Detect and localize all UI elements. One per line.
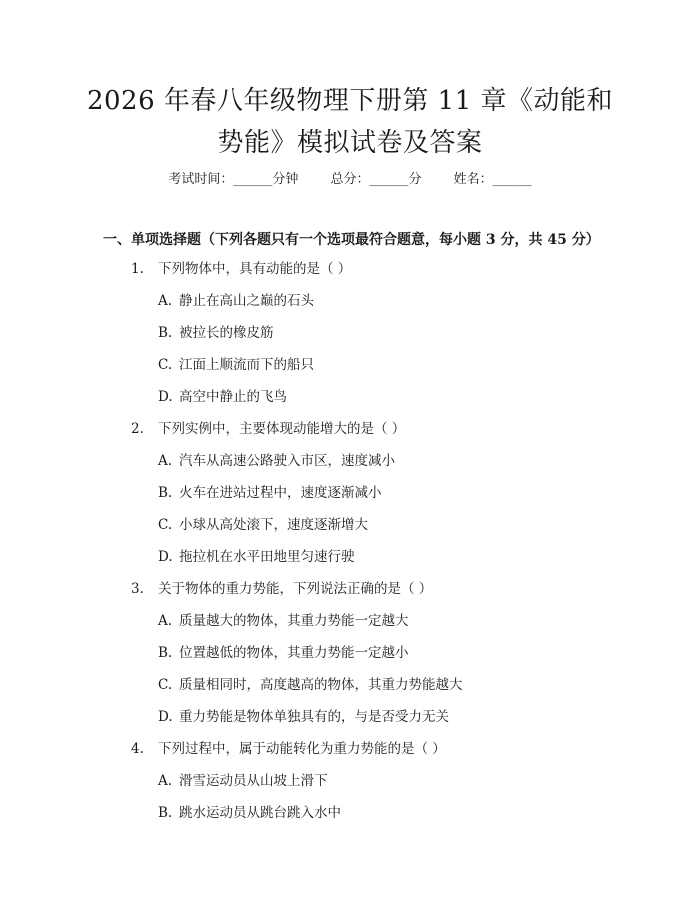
total-score-field: 总分：______分: [330, 172, 422, 187]
option-letter: B.: [158, 805, 173, 821]
exam-time-field: 考试时间：______分钟: [168, 172, 299, 187]
title-line-2: 势能》模拟试卷及答案: [217, 128, 483, 158]
option-text: 静止在高山之巅的石头: [179, 293, 314, 309]
option-text: 重力势能是物体单独具有的，与是否受力无关: [179, 709, 449, 725]
option-text: 火车在进站过程中，速度逐渐减小: [179, 485, 382, 501]
option-letter: B.: [158, 325, 173, 341]
option-text: 小球从高处滚下，速度逐渐增大: [179, 517, 368, 533]
question-number: 4.: [131, 741, 144, 757]
student-name-field: 姓名：______: [453, 172, 532, 187]
option-letter: C.: [158, 517, 173, 533]
option-letter: C.: [158, 677, 173, 693]
option-letter: B.: [158, 485, 173, 501]
question-text: 下列物体中，具有动能的是（ ）: [158, 261, 352, 277]
option-text: 被拉长的橡皮筋: [179, 325, 274, 341]
section-heading: 一、单项选择题（下列各题只有一个选项最符合题意，每小题 3 分，共 45 分）: [103, 232, 600, 248]
document-title: [60, 80, 640, 164]
question-number: 3.: [131, 581, 144, 597]
option-text: 拖拉机在水平田地里匀速行驶: [179, 549, 355, 565]
question-text: 下列过程中，属于动能转化为重力势能的是（ ）: [158, 741, 446, 757]
question-number: 1.: [131, 261, 144, 277]
option-letter: A.: [158, 453, 173, 469]
option-letter: D.: [158, 709, 173, 725]
option-text: 滑雪运动员从山坡上滑下: [179, 773, 328, 789]
question-text: 关于物体的重力势能，下列说法正确的是（ ）: [158, 581, 433, 597]
exam-meta: [0, 168, 700, 187]
option-text: 质量越大的物体，其重力势能一定越大: [179, 613, 409, 629]
question-number: 2.: [131, 421, 144, 437]
option-text: 江面上顺流而下的船只: [179, 357, 314, 373]
option-letter: B.: [158, 645, 173, 661]
option-text: 高空中静止的飞鸟: [179, 389, 287, 405]
question-text: 下列实例中，主要体现动能增大的是（ ）: [158, 421, 406, 437]
option-letter: A.: [158, 613, 173, 629]
option-letter: A.: [158, 293, 173, 309]
option-text: 质量相同时，高度越高的物体，其重力势能越大: [179, 677, 463, 693]
option-letter: C.: [158, 357, 173, 373]
option-text: 跳水运动员从跳台跳入水中: [179, 805, 341, 821]
title-line-1: 2026 年春八年级物理下册第 11 章《动能和: [86, 86, 614, 116]
option-text: 汽车从高速公路驶入市区，速度减小: [179, 453, 395, 469]
option-letter: A.: [158, 773, 173, 789]
option-letter: D.: [158, 549, 173, 565]
option-letter: D.: [158, 389, 173, 405]
option-text: 位置越低的物体，其重力势能一定越小: [179, 645, 409, 661]
